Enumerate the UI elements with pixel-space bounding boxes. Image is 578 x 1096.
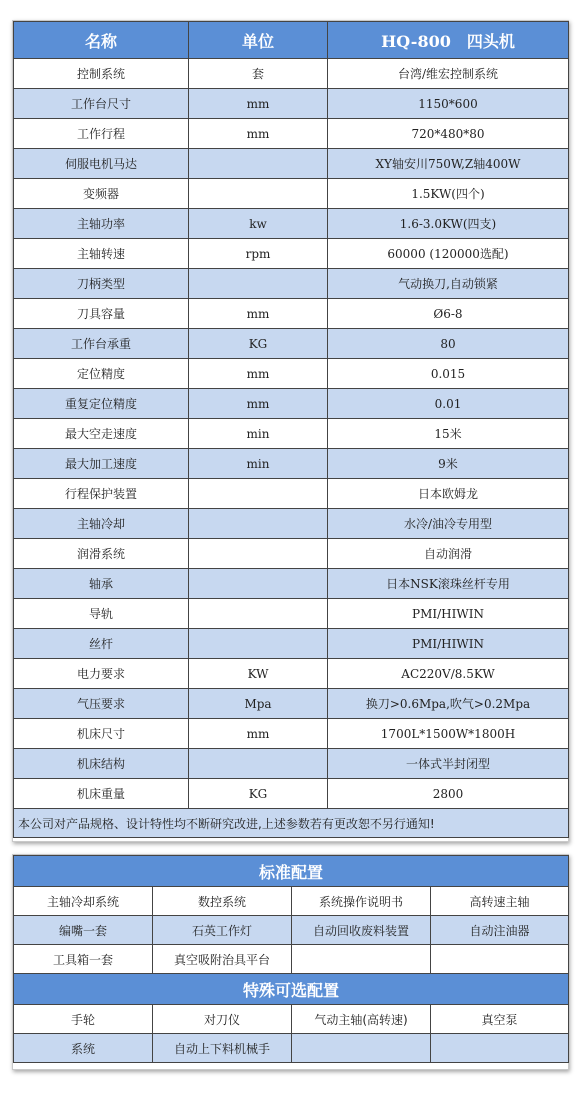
spec-name-cell: 伺服电机马达 xyxy=(14,149,189,179)
header-model: HQ-800 四头机 xyxy=(328,22,569,59)
spec-unit-cell: KG xyxy=(189,779,328,809)
spec-note: 本公司对产品规格、设计特性均不断研究改进,上述参数若有更改恕不另行通知! xyxy=(14,809,569,838)
header-unit: 单位 xyxy=(189,22,328,59)
spec-name-cell: 定位精度 xyxy=(14,359,189,389)
spec-header-row xyxy=(14,22,569,59)
spec-value-cell: 自动润滑 xyxy=(328,539,569,569)
spec-name-cell: 刀具容量 xyxy=(14,299,189,329)
spec-name-cell: 主轴功率 xyxy=(14,209,189,239)
spec-unit-cell: mm xyxy=(189,89,328,119)
optional-config-title-row xyxy=(14,974,569,1005)
spec-unit-cell xyxy=(189,479,328,509)
spec-name-cell: 变频器 xyxy=(14,179,189,209)
spec-unit-cell xyxy=(189,599,328,629)
spec-unit-cell xyxy=(189,539,328,569)
spec-unit-cell: mm xyxy=(189,719,328,749)
table-row xyxy=(14,599,569,629)
spec-card xyxy=(12,20,569,842)
table-row xyxy=(14,269,569,299)
spec-value-cell: 0.015 xyxy=(328,359,569,389)
standard-config-item: 编嘴一套 xyxy=(14,916,153,945)
spec-value-cell: 日本欧姆龙 xyxy=(328,479,569,509)
spec-value-cell: 1.5KW(四个) xyxy=(328,179,569,209)
spec-table xyxy=(13,21,569,838)
spec-unit-cell xyxy=(189,629,328,659)
spec-unit-cell: KG xyxy=(189,329,328,359)
table-row xyxy=(14,749,569,779)
standard-config-item xyxy=(431,945,569,974)
spec-unit-cell: mm xyxy=(189,119,328,149)
standard-config-row xyxy=(14,945,569,974)
spec-value-cell: 水冷/油冷专用型 xyxy=(328,509,569,539)
spec-name-cell: 工作台尺寸 xyxy=(14,89,189,119)
optional-config-item xyxy=(431,1034,569,1063)
spec-value-cell: 一体式半封闭型 xyxy=(328,749,569,779)
spec-value-cell: 日本NSK滚珠丝杆专用 xyxy=(328,569,569,599)
table-row xyxy=(14,329,569,359)
standard-config-item: 真空吸附治具平台 xyxy=(153,945,292,974)
spec-name-cell: 最大加工速度 xyxy=(14,449,189,479)
spec-name-cell: 主轴冷却 xyxy=(14,509,189,539)
table-row xyxy=(14,509,569,539)
spec-value-cell: XY轴安川750W,Z轴400W xyxy=(328,149,569,179)
spec-name-cell: 工作行程 xyxy=(14,119,189,149)
table-row xyxy=(14,539,569,569)
spec-unit-cell xyxy=(189,749,328,779)
spec-value-cell: 720*480*80 xyxy=(328,119,569,149)
spec-value-cell: 60000 (120000选配) xyxy=(328,239,569,269)
spec-name-cell: 机床尺寸 xyxy=(14,719,189,749)
spec-name-cell: 润滑系统 xyxy=(14,539,189,569)
spec-name-cell: 主轴转速 xyxy=(14,239,189,269)
standard-config-item: 自动回收废料装置 xyxy=(292,916,431,945)
spec-name-cell: 丝杆 xyxy=(14,629,189,659)
spec-value-cell: AC220V/8.5KW xyxy=(328,659,569,689)
spec-name-cell: 轴承 xyxy=(14,569,189,599)
spec-unit-cell: Mpa xyxy=(189,689,328,719)
optional-config-item: 对刀仪 xyxy=(153,1005,292,1034)
spec-name-cell: 电力要求 xyxy=(14,659,189,689)
spec-value-cell: 台湾/维宏控制系统 xyxy=(328,59,569,89)
table-row xyxy=(14,59,569,89)
spec-name-cell: 控制系统 xyxy=(14,59,189,89)
standard-config-row xyxy=(14,887,569,916)
optional-config-row xyxy=(14,1034,569,1063)
table-row xyxy=(14,389,569,419)
standard-config-item: 高转速主轴 xyxy=(431,887,569,916)
optional-config-item: 自动上下料机械手 xyxy=(153,1034,292,1063)
spec-value-cell: 换刀>0.6Mpa,吹气>0.2Mpa xyxy=(328,689,569,719)
standard-config-item: 工具箱一套 xyxy=(14,945,153,974)
table-row xyxy=(14,719,569,749)
spec-unit-cell: kw xyxy=(189,209,328,239)
spec-value-cell: 9米 xyxy=(328,449,569,479)
spec-unit-cell xyxy=(189,509,328,539)
spec-unit-cell: rpm xyxy=(189,239,328,269)
spec-unit-cell: min xyxy=(189,419,328,449)
spec-name-cell: 气压要求 xyxy=(14,689,189,719)
standard-config-item: 系统操作说明书 xyxy=(292,887,431,916)
spec-value-cell: 气动换刀,自动锁紧 xyxy=(328,269,569,299)
table-row xyxy=(14,629,569,659)
optional-config-item: 系统 xyxy=(14,1034,153,1063)
optional-config-item: 手轮 xyxy=(14,1005,153,1034)
table-row xyxy=(14,449,569,479)
spec-name-cell: 导轨 xyxy=(14,599,189,629)
spec-value-cell: 1150*600 xyxy=(328,89,569,119)
table-row xyxy=(14,119,569,149)
spec-unit-cell: mm xyxy=(189,389,328,419)
header-name: 名称 xyxy=(14,22,189,59)
standard-config-item: 主轴冷却系统 xyxy=(14,887,153,916)
spec-value-cell: 0.01 xyxy=(328,389,569,419)
spec-unit-cell xyxy=(189,179,328,209)
spec-name-cell: 重复定位精度 xyxy=(14,389,189,419)
optional-config-item: 真空泵 xyxy=(431,1005,569,1034)
optional-config-item: 气动主轴(高转速) xyxy=(292,1005,431,1034)
spec-unit-cell: mm xyxy=(189,359,328,389)
table-row xyxy=(14,689,569,719)
spec-name-cell: 机床重量 xyxy=(14,779,189,809)
spec-value-cell: PMI/HIWIN xyxy=(328,629,569,659)
spec-value-cell: Ø6-8 xyxy=(328,299,569,329)
table-row xyxy=(14,359,569,389)
spec-unit-cell: min xyxy=(189,449,328,479)
spec-name-cell: 工作台承重 xyxy=(14,329,189,359)
spec-name-cell: 行程保护装置 xyxy=(14,479,189,509)
spec-unit-cell: mm xyxy=(189,299,328,329)
spec-unit-cell xyxy=(189,569,328,599)
table-row xyxy=(14,89,569,119)
table-row xyxy=(14,209,569,239)
spec-unit-cell xyxy=(189,149,328,179)
spec-name-cell: 机床结构 xyxy=(14,749,189,779)
standard-config-title-row xyxy=(14,856,569,887)
spec-unit-cell: KW xyxy=(189,659,328,689)
table-row xyxy=(14,569,569,599)
table-row xyxy=(14,419,569,449)
standard-config-item: 自动注油器 xyxy=(431,916,569,945)
standard-config-item: 石英工作灯 xyxy=(153,916,292,945)
table-row xyxy=(14,149,569,179)
optional-config-title: 特殊可选配置 xyxy=(14,974,569,1005)
optional-config-row xyxy=(14,1005,569,1034)
spec-value-cell: 2800 xyxy=(328,779,569,809)
table-row xyxy=(14,239,569,269)
spec-value-cell: PMI/HIWIN xyxy=(328,599,569,629)
spec-name-cell: 刀柄类型 xyxy=(14,269,189,299)
config-table xyxy=(13,855,569,1063)
table-row xyxy=(14,779,569,809)
standard-config-row xyxy=(14,916,569,945)
table-row xyxy=(14,179,569,209)
spec-value-cell: 1.6-3.0KW(四支) xyxy=(328,209,569,239)
table-row xyxy=(14,299,569,329)
config-card xyxy=(12,854,569,1070)
table-row xyxy=(14,659,569,689)
spec-unit-cell: 套 xyxy=(189,59,328,89)
standard-config-item xyxy=(292,945,431,974)
spec-name-cell: 最大空走速度 xyxy=(14,419,189,449)
table-row xyxy=(14,479,569,509)
spec-note-row xyxy=(14,809,569,838)
spec-value-cell: 1700L*1500W*1800H xyxy=(328,719,569,749)
optional-config-item xyxy=(292,1034,431,1063)
standard-config-item: 数控系统 xyxy=(153,887,292,916)
standard-config-title: 标准配置 xyxy=(14,856,569,887)
spec-value-cell: 80 xyxy=(328,329,569,359)
spec-value-cell: 15米 xyxy=(328,419,569,449)
spec-unit-cell xyxy=(189,269,328,299)
